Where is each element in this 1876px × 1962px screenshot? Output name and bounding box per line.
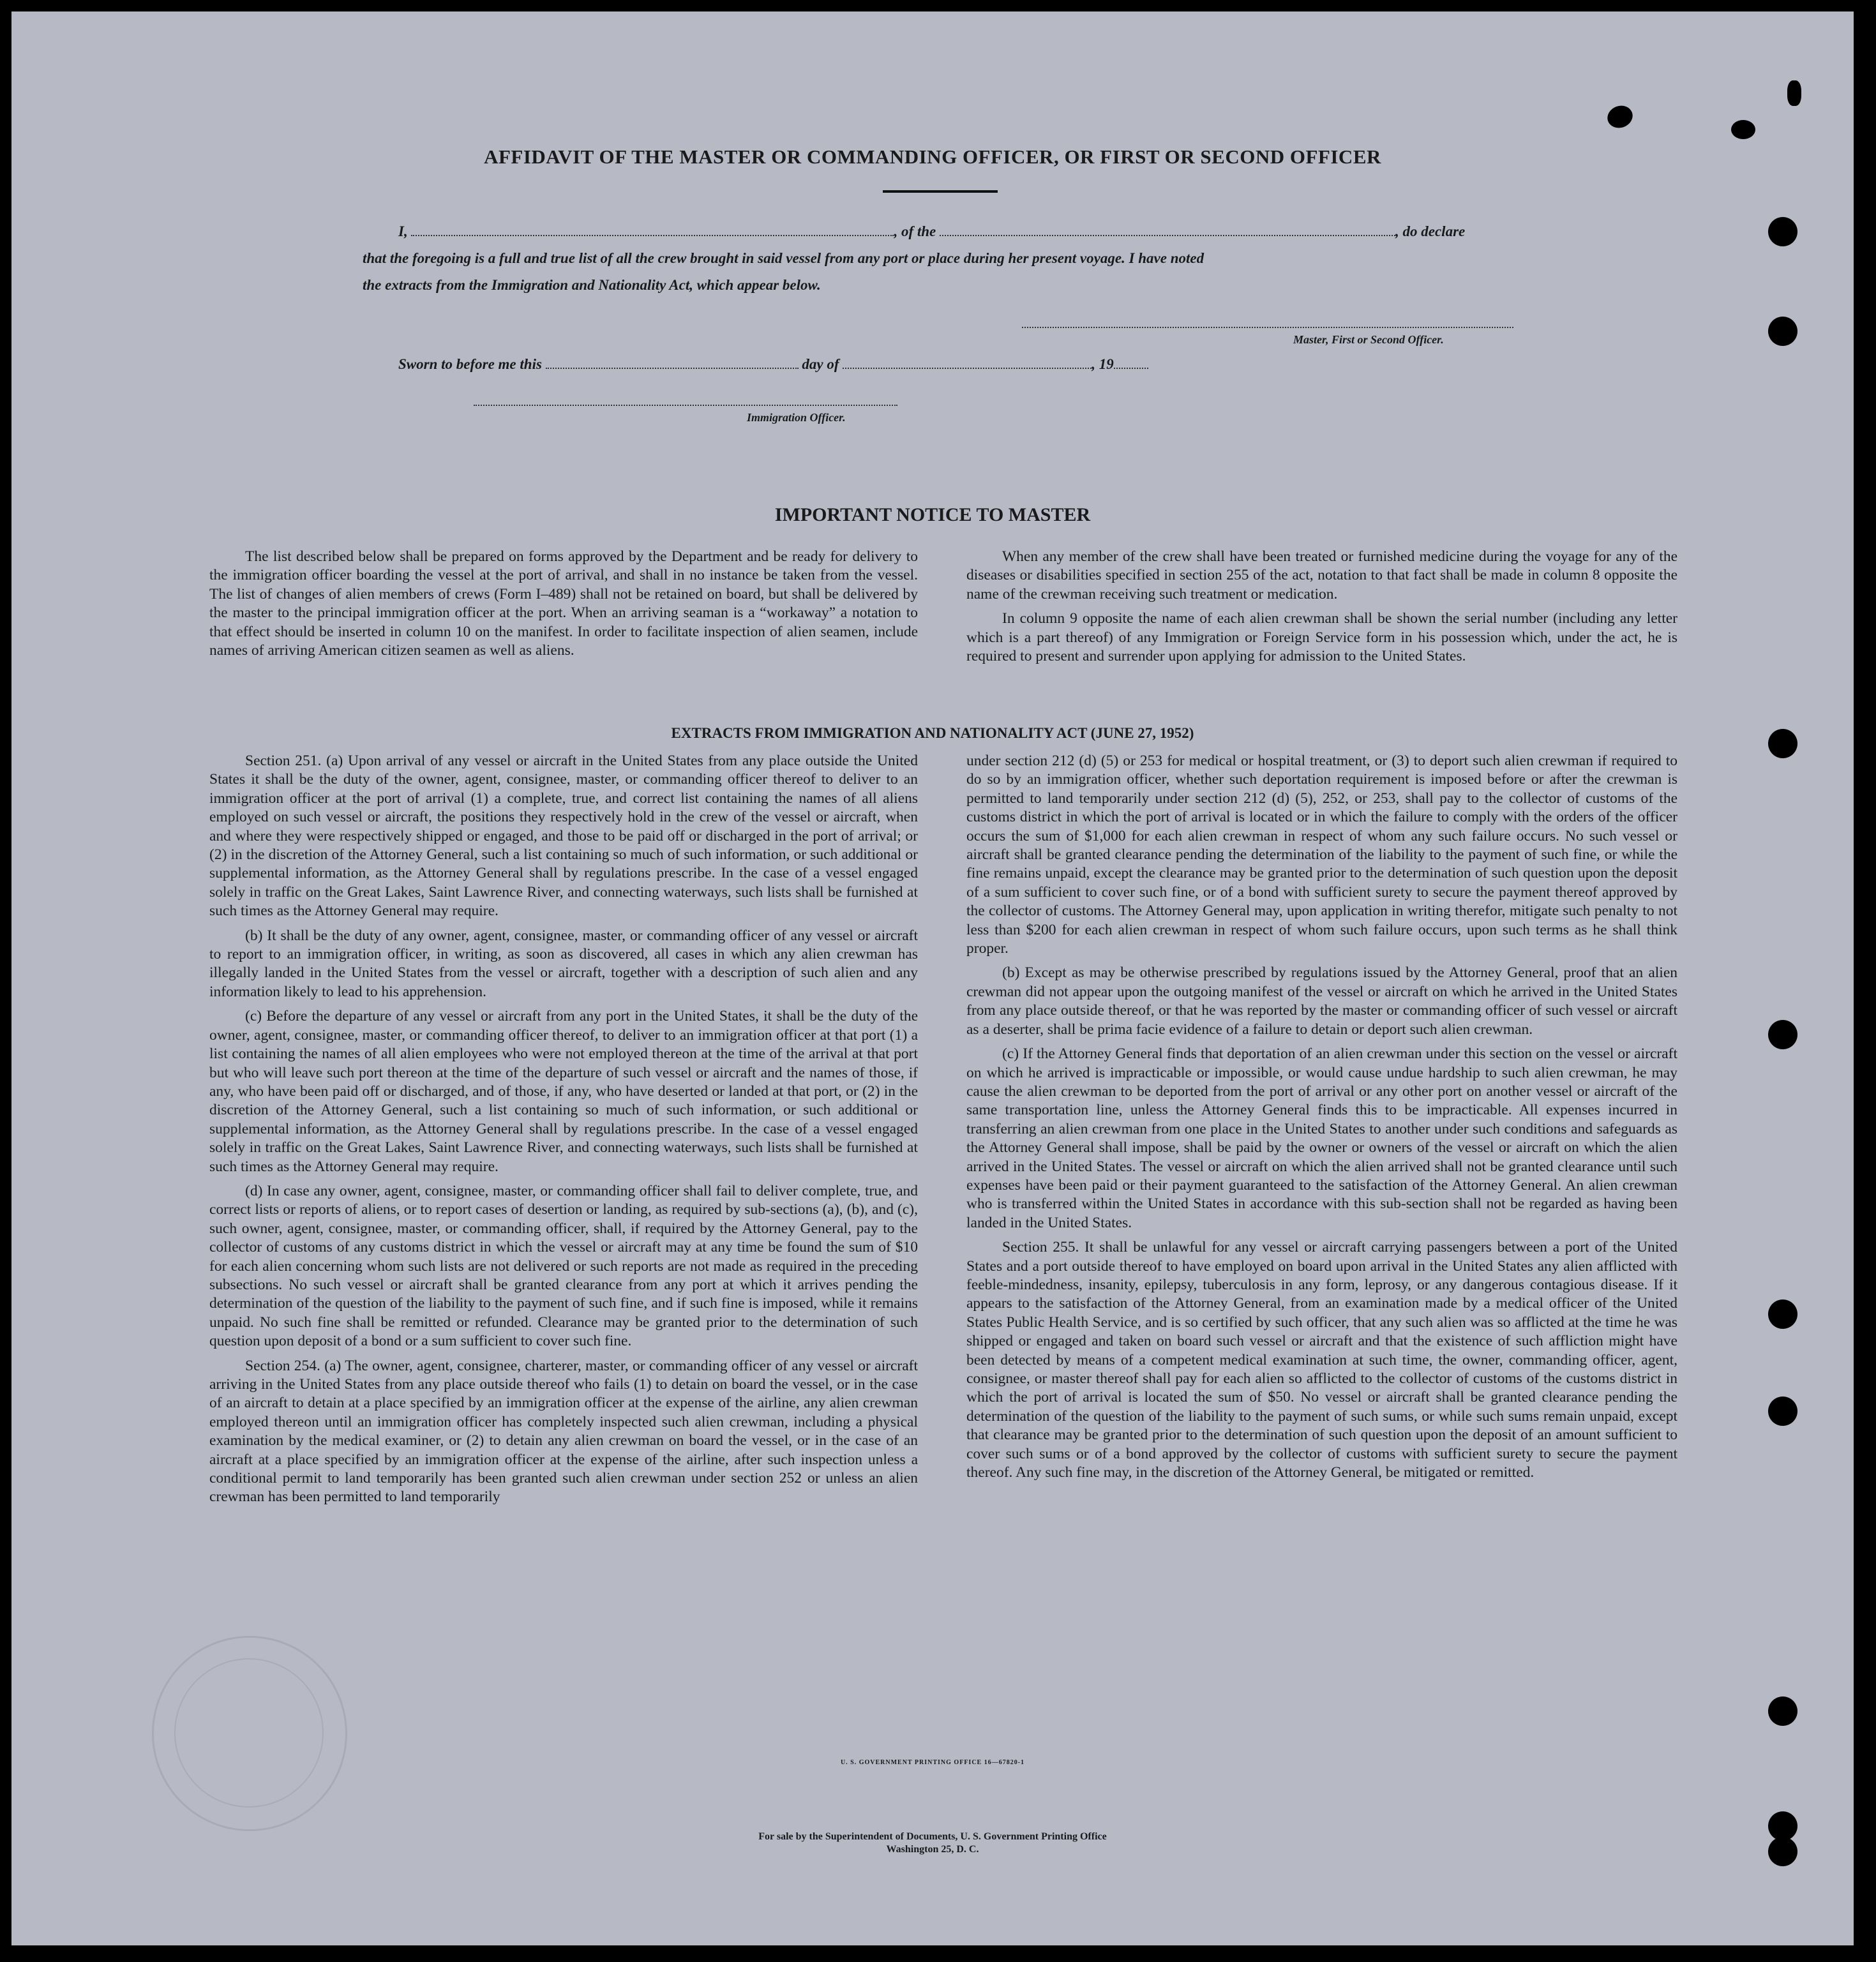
- name-blank[interactable]: [411, 235, 894, 236]
- notice-right-paragraph-2: In column 9 opposite the name of each alien crewman shall be shown the serial number (including any letter which is a part thereof) of any Immigration or Foreign Service form in his possession which, under the act, he is required to present and surrender upon applying for admission to the United States.: [966, 610, 1677, 665]
- vessel-blank[interactable]: [940, 235, 1395, 236]
- affidavit-line-1: [398, 223, 1465, 240]
- year-label: , 19: [1092, 356, 1114, 372]
- printing-office-code: U. S. GOVERNMENT PRINTING OFFICE 16—67820-1: [840, 1759, 1025, 1766]
- extract-paragraph: under section 212 (d) (5) or 253 for medical or hospital treatment, or (3) to deport such alien crewman if required to do so by an immigration officer, whether such deportation requirement is imposed before or after the crewman is permitted to land temporarily under section 212 (d) (5), 252, or 253, shall pay to the collector of customs of the customs district in which the port of arrival is located or in which the failure to comply with the orders of the officer occurs the sum of $1,000 for each alien crewman in respect of whom any such failure occurs. No such vessel or aircraft shall be granted clearance pending the determination of the liability to the payment of such fine, or while the fine remains unpaid, except the clearance may be granted prior to the determination of such question upon the deposit of a sum sufficient to cover such fine, or of a bond with sufficient surety to secure the payment thereof approved by the collector of customs. The Attorney General may, upon application in writing therefor, mitigate such penalty to not less than $200 for each alien crewman in respect of whom such failure occurs, upon such terms as he shall think proper.: [966, 753, 1677, 957]
- punch-hole: [1768, 1696, 1797, 1726]
- notice-right-paragraph-1: When any member of the crew shall have been treated or furnished medicine during the voyage for any of the diseases or disabilities specified in section 255 of the act, notation to that fact shall be made in column 8 opposite the name of the crewman receiving such treatment or medication.: [966, 548, 1677, 603]
- of-the-label: , of the: [894, 223, 936, 239]
- year-blank[interactable]: [1114, 368, 1148, 369]
- sworn-label: Sworn to before me this: [398, 356, 542, 372]
- i-label: I,: [398, 223, 408, 239]
- torn-corner-mark: [1604, 102, 1635, 131]
- title-rule: [883, 190, 998, 193]
- affidavit-line-2: that the foregoing is a full and true list of all the crew brought in said vessel from any port or place during her present voyage. I have noted: [363, 250, 1204, 266]
- immigration-officer-signature-line[interactable]: [474, 405, 897, 406]
- sworn-line: [398, 356, 1148, 373]
- extract-paragraph: (c) Before the departure of any vessel or aircraft from any port in the United States, it shall be the duty of the owner, agent, consignee, master, or commanding officer thereof, to deliver to an immigration officer at that port (1) a list containing the names of all alien employees who were not employed thereon at the time of the arrival at that port but who will leave such port thereon at the time of the departure of such vessel or aircraft and the names of those, if any, who have been paid off or discharged, and of those, if any, who have deserted or landed at that port, or (2) in the discretion of the Attorney General, such a list containing so much of such information, or such additional or supplemental information, as the Attorney General shall by regulations prescribe. In the case of a vessel engaged solely in traffic on the Great Lakes, Saint Lawrence River, and connecting waterways, such lists shall be furnished at such times as the Attorney General may require.: [209, 1008, 918, 1175]
- day-of-label: day of: [802, 356, 839, 372]
- affidavit-line-3: the extracts from the Immigration and Nationality Act, which appear below.: [363, 277, 821, 293]
- torn-corner-mark: [1787, 80, 1801, 106]
- master-signature-line[interactable]: [1022, 327, 1513, 328]
- sale-line-2: Washington 25, D. C.: [886, 1844, 979, 1855]
- notice-right-column: [966, 548, 1677, 671]
- punch-hole: [1768, 1299, 1797, 1329]
- torn-corner-mark: [1731, 120, 1755, 139]
- extracts-right-column: [966, 752, 1677, 1488]
- sworn-month-blank[interactable]: [843, 368, 1092, 369]
- punch-hole: [1768, 317, 1797, 346]
- affidavit-title: AFFIDAVIT OF THE MASTER OR COMMANDING OFFICER, OR FIRST OR SECOND OFFICER: [484, 146, 1381, 168]
- document-page: [11, 11, 1854, 1945]
- master-label: Master, First or Second Officer.: [1293, 333, 1444, 346]
- punch-hole: [1768, 1020, 1797, 1049]
- extract-paragraph: Section 255. It shall be unlawful for any vessel or aircraft carrying passengers between a port of the United States and a port outside thereof to have employed on board upon arrival in the United States any alien afflicted with feeble-mindedness, insanity, epilepsy, tuberculosis in any form, leprosy, or any dangerous contagious disease. If it appears to the satisfaction of the Attorney General, from an examination made by a medical officer of the United States Public Health Service, and is so certified by such officer, that any such alien was so afflicted at the time he was shipped or engaged and taken on board such vessel or aircraft and that the existence of such affliction might have been detected by means of a competent medical examination at such time, the owner, commanding officer, agent, consignee, or master thereof shall pay for each alien so afflicted to the collector of customs of the customs district in which the port of arrival is located the sum of $50. No vessel or aircraft shall be granted clearance pending the determination of the question of the liability to the payment of such sums, or while such sums remain unpaid, except that clearance may be granted prior to the determination of such question upon the deposit of an amount sufficient to cover such sums or of a bond approved by the collector of customs with sufficient surety to secure the payment thereof. Any such fine may, in the discretion of the Attorney General, be mitigated or remitted.: [966, 1239, 1677, 1481]
- extract-paragraph: Section 254. (a) The owner, agent, consignee, charterer, master, or commanding officer of any vessel or aircraft arriving in the United States from any place outside thereof who fails (1) to detain on board the vessel, or in the case of an aircraft to detain at a place specified by an immigration officer at the expense of the airline, any alien crewman employed thereon until an immigration officer has completely inspected such alien crewman, including a physical examination by the medical examiner, or (2) to detain any alien crewman on board the vessel, or in the case of an aircraft at a place specified by an immigration officer at the expense of the airline, after such inspection unless a conditional permit to land temporarily has been granted such alien crewman under section 252 or unless an alien crewman has been permitted to land temporarily: [209, 1357, 918, 1506]
- notice-left-paragraph: The list described below shall be prepared on forms approved by the Department and be ready for delivery to the immigration officer boarding the vessel at the port of arrival, and shall in no instance be taken from the vessel. The list of changes of alien members of crews (Form I–489) shall not be retained on board, but shall be delivered by the master to the principal immigration officer at the port. When an arriving seaman is a “workaway” a notation to that effect should be inserted in column 10 on the manifest. In order to facilitate inspection of alien seamen, include names of arriving American citizen seamen as well as aliens.: [209, 548, 918, 659]
- sale-line-1: For sale by the Superintendent of Documents, U. S. Government Printing Office: [758, 1831, 1107, 1842]
- sale-notice: [11, 1831, 1854, 1856]
- punch-hole: [1768, 217, 1797, 246]
- extract-paragraph: (d) In case any owner, agent, consignee, master, or commanding officer shall fail to deliver complete, true, and correct lists or reports of aliens, or to report cases of desertion or landing, as required by sub-sections (a), (b), and (c), such owner, agent, consignee, master, or commanding officer, shall, if required by the Attorney General, pay to the collector of customs of any customs district in which the vessel or aircraft may at any time be found the sum of $10 for each alien concerning whom such lists are not delivered or such reports are not made as required in the preceding subsections. No such vessel or aircraft shall be granted clearance from any port at which it arrives pending the determination of the question of the liability to the payment of such fine, and if such fine is imposed, while it remains unpaid. No such fine shall be remitted or refunded. Clearance may be granted prior to the determination of such question upon deposit of a bond or a sum sufficient to cover such fine.: [209, 1182, 918, 1350]
- faded-stamp-inner: [174, 1658, 324, 1808]
- immigration-officer-label: Immigration Officer.: [747, 411, 846, 424]
- extract-paragraph: (b) It shall be the duty of any owner, agent, consignee, master, or commanding officer of any vessel or aircraft to report to an immigration officer, in writing, as soon as discovered, all cases in which any alien crewman has illegally landed in the United States from the vessel or aircraft, together with a description of such alien and any information likely to lead to his apprehension.: [209, 927, 918, 1000]
- do-declare-label: , do declare: [1395, 223, 1466, 239]
- punch-hole: [1768, 1397, 1797, 1426]
- notice-left-column: [209, 548, 918, 666]
- extract-paragraph: (c) If the Attorney General finds that deportation of an alien crewman under this section on the vessel or aircraft on which he arrived is impracticable or impossible, or would cause undue hardship to such alien crewman, he may cause the alien crewman to be deported from the port of arrival or any other port on another vessel or aircraft of the same transportation line, unless the Attorney General finds this to be impracticable. All expenses incurred in transferring an alien crewman from one place in the United States to another under such conditions and safeguards as the Attorney General shall impose, shall be paid by the owner or owners of the vessel or aircraft on which the alien arrived in the United States. The vessel or aircraft on which the alien arrived shall not be granted clearance until such expenses have been paid or their payment guaranteed to the satisfaction of the Attorney General. An alien crewman who is transferred within the United States in accordance with this sub-section shall not be regarded as having been landed in the United States.: [966, 1045, 1677, 1231]
- extract-paragraph: (b) Except as may be otherwise prescribed by regulations issued by the Attorney General, proof that an alien crewman did not appear upon the outgoing manifest of the vessel or aircraft on which he arrived in the United States from any place outside thereof, or that he was reported by the master or commanding officer of such vessel or aircraft as a deserter, shall be prima facie evidence of a failure to detain or deport such alien crewman.: [966, 964, 1677, 1038]
- extracts-left-column: [209, 752, 918, 1513]
- extract-paragraph: Section 251. (a) Upon arrival of any vessel or aircraft in the United States from any place outside the United States it shall be the duty of the owner, agent, consignee, master, or commanding officer thereof to deliver to an immigration officer at the port of arrival (1) a complete, true, and correct list containing the names of all aliens employed on such vessel or aircraft, the positions they respectively hold in the crew of the vessel or aircraft, when and where they were respectively shipped or engaged, and those to be paid off or discharged in the port of arrival; or (2) in the discretion of the Attorney General, such a list containing so much of such information, or such additional or supplemental information, as the Attorney General shall by regulations prescribe. In the case of a vessel engaged solely in traffic on the Great Lakes, Saint Lawrence River, and connecting waterways, such lists shall be furnished at such times as the Attorney General may require.: [209, 753, 918, 920]
- notice-title: IMPORTANT NOTICE TO MASTER: [774, 504, 1091, 525]
- sworn-day-blank[interactable]: [546, 368, 799, 369]
- extracts-title: EXTRACTS FROM IMMIGRATION AND NATIONALITY ACT (JUNE 27, 1952): [671, 725, 1194, 741]
